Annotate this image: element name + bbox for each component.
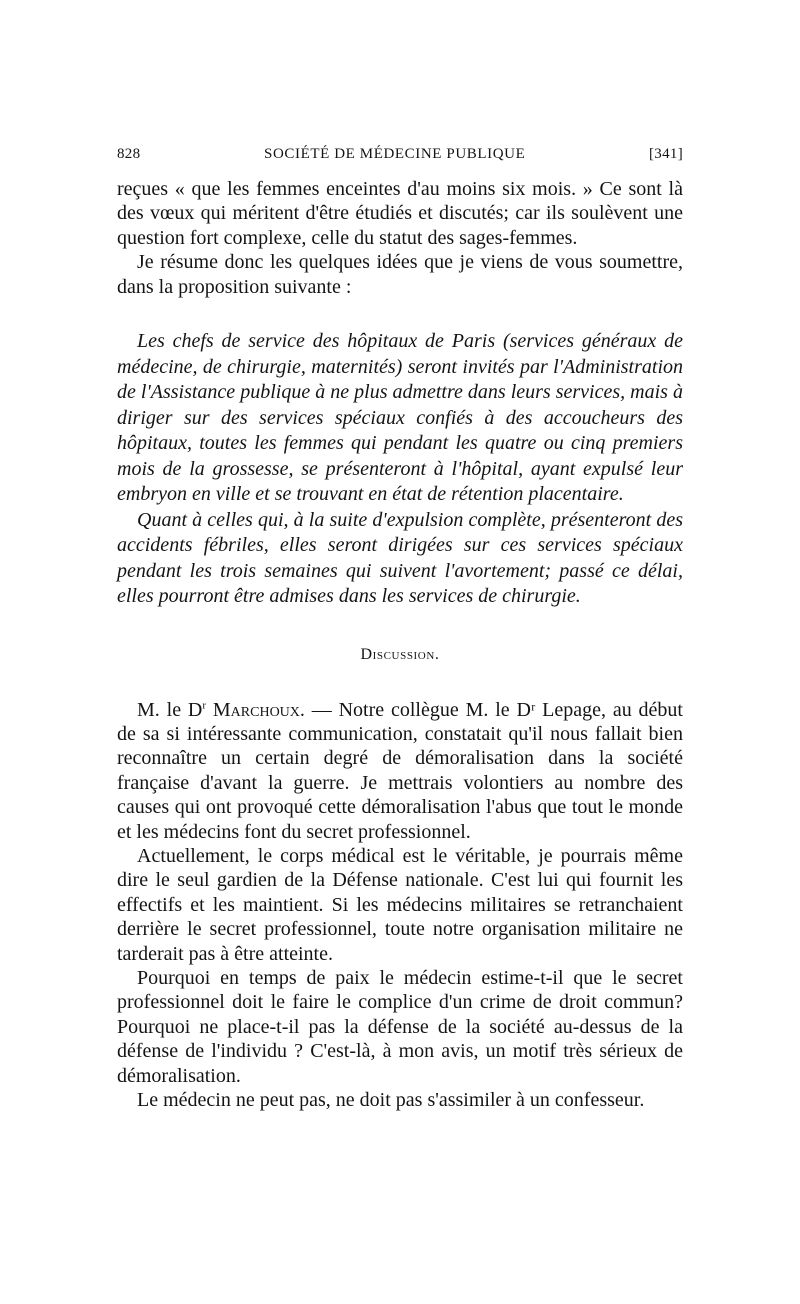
discussion-heading: Discussion. bbox=[360, 645, 440, 663]
discussion-paragraph-1-text: — Notre collègue M. le Dʳ Lepage, au début de sa si intéressante communication, constatait qu'il nous fallait bien reconnaître un certain degré de démoralisation dans la société française d'avant la guerre. Je mettrais volontiers au nombre des causes qui ont provoqué cette démoralisation l'abus que tout le monde et les médecins font du secret professionnel. bbox=[117, 698, 683, 843]
intro-paragraph-2: Je résume donc les quelques idées que je viens de vous soumettre, dans la proposition suivante : bbox=[117, 251, 683, 298]
book-page bbox=[117, 146, 683, 1112]
proposition-paragraph-2: Quant à celles qui, à la suite d'expulsion complète, présenteront des accidents fébriles, elles seront dirigées sur ces services spéciaux pendant les trois semaines qui suivent l'avortement; passé ce délai, elles pourront être admises dans les services de chirurgie. bbox=[117, 508, 683, 608]
page-number: 828 bbox=[117, 146, 141, 162]
intro-paragraph-1: reçues « que les femmes enceintes d'au moins six mois. » Ce sont là des vœux qui méritent d'être étudiés et discutés; car ils soulèvent une question fort complexe, celle du statut des sages-femmes. bbox=[117, 178, 683, 249]
speaker-title-superscript: r bbox=[202, 698, 207, 711]
proposition-block bbox=[117, 329, 683, 610]
discussion-paragraph-2: Actuellement, le corps médical est le véritable, je pourrais même dire le seul gardien de la Défense nationale. C'est lui qui fournit les effectifs et les maintient. Si les médecins militaires se retranchaient derrière le secret professionnel, toute notre organisation militaire ne tarderait pas à être atteinte. bbox=[117, 844, 683, 965]
page-reference: [341] bbox=[649, 146, 683, 162]
discussion-paragraph-1 bbox=[117, 698, 683, 844]
proposition-paragraph-1: Les chefs de service des hôpitaux de Paris (services généraux de médecine, de chirurgie, maternités) seront invités par l'Administration de l'Assistance publique à ne plus admettre dans leurs services, mais à diriger sur des services spéciaux confiés à des accoucheurs des hôpitaux, toutes les femmes qui pendant les quatre ou cinq premiers mois de la grossesse, se présenteront à l'hôpital, ayant expulsé leur embryon en ville et se trouvant en état de rétention placentaire. bbox=[117, 330, 683, 506]
discussion-paragraph-3: Pourquoi en temps de paix le médecin estime-t-il que le secret professionnel doit le faire le complice d'un crime de droit commun? Pourquoi ne place-t-il pas la défense de la société au-dessus de la défense de l'individu ? C'est-là, à mon avis, un motif très sérieux de démoralisation. bbox=[117, 967, 683, 1087]
discussion-paragraph-4: Le médecin ne peut pas, ne doit pas s'assimiler à un confesseur. bbox=[137, 1089, 645, 1112]
running-title: SOCIÉTÉ DE MÉDECINE PUBLIQUE bbox=[264, 146, 526, 162]
speaker-name: Marchoux. bbox=[212, 698, 305, 721]
speaker-prefix: M. le D bbox=[137, 698, 203, 721]
running-header bbox=[117, 146, 683, 163]
